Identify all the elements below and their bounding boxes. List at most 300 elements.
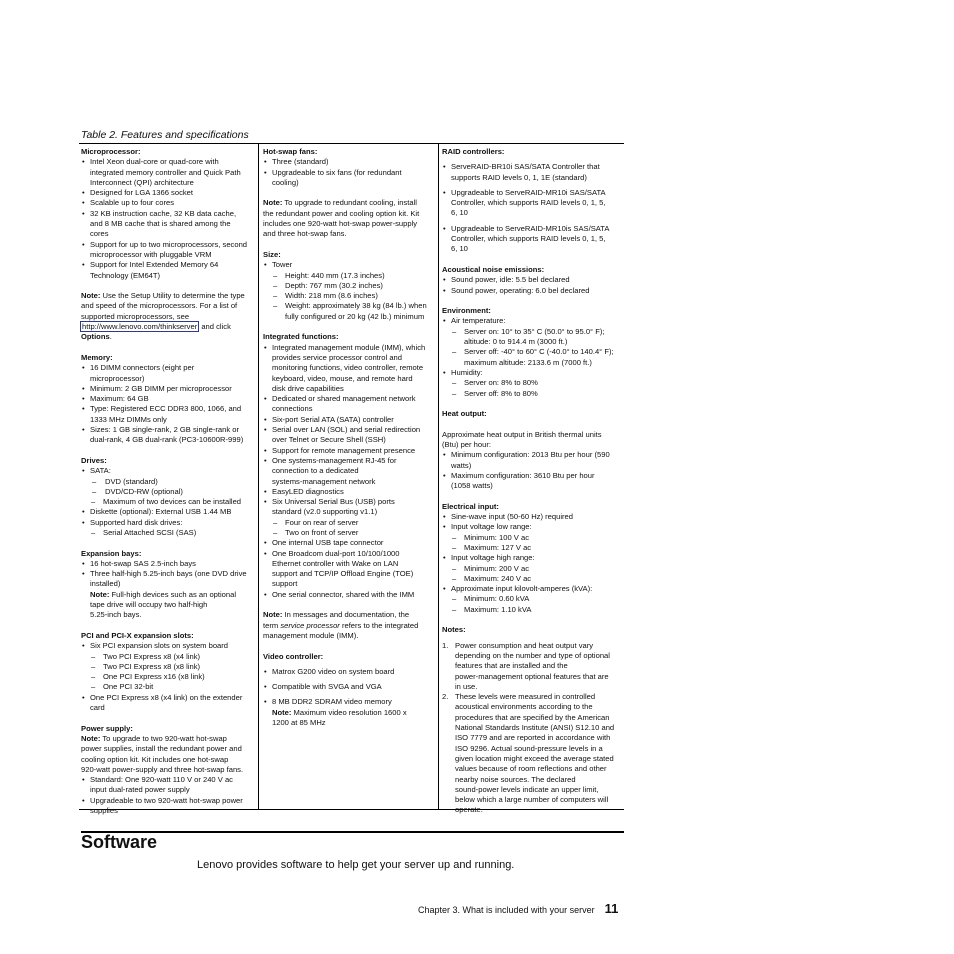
list-continuation (263, 569, 435, 579)
page-number: 11 (604, 901, 619, 916)
heading-text: Integrated functions: (263, 332, 339, 342)
text-run: management module (IMM). (263, 630, 359, 640)
list-item (263, 538, 435, 548)
numbered-note-continuation (442, 764, 621, 774)
note-number: 1. (442, 640, 449, 650)
sub-list-item-text: Minimum: 200 V ac (464, 563, 529, 573)
list-item-text: Air temperature: (451, 316, 506, 326)
paragraph-line (81, 744, 255, 754)
sub-list-item (442, 564, 621, 574)
list-continuation (81, 435, 255, 445)
sub-list-continuation (263, 312, 435, 322)
sub-list-item-text: Width: 218 mm (8.6 inches) (285, 291, 378, 301)
heading-text: Electrical input: (442, 501, 499, 511)
numbered-note (442, 641, 621, 651)
list-item (81, 209, 255, 219)
note-label: Note: (272, 707, 292, 717)
list-continuation (263, 384, 435, 394)
list-item-text: Diskette (optional): External USB 1.44 MB (90, 507, 232, 517)
list-continuation (81, 178, 255, 188)
section-heading (442, 625, 621, 635)
numbered-note-continuation (442, 775, 621, 785)
sub-list-item-text: Maximum: 127 V ac (464, 542, 532, 552)
list-item (442, 512, 621, 522)
spacer (263, 188, 435, 198)
text-run: and 8 MB cache that is shared among the (90, 219, 231, 229)
paragraph-line (263, 209, 435, 219)
heading-text: Options (81, 332, 110, 342)
list-item-text: Input voltage low range: (451, 522, 532, 532)
heading-text: Memory: (81, 352, 113, 362)
list-continuation (263, 363, 435, 373)
list-continuation (263, 466, 435, 476)
text-run: over Telnet or Secure Shell (SSH) (272, 435, 386, 445)
paragraph-line (442, 430, 621, 440)
list-item (263, 590, 435, 600)
list-item-text: ServeRAID-BR10i SAS/SATA Controller that (451, 162, 600, 172)
list-continuation (263, 507, 435, 517)
spacer (263, 240, 435, 250)
sub-list-item (81, 528, 255, 538)
sub-list-item-text: Two PCI Express x8 (x4 link) (103, 651, 201, 661)
list-item-text: Integrated management module (IMM), which (272, 342, 426, 352)
text-run: (1058 watts) (451, 481, 493, 491)
list-item-text: Six PCI expansion slots on system board (90, 641, 229, 651)
list-item (263, 415, 435, 425)
numbered-note-continuation (442, 795, 621, 805)
list-item-text: Six Universal Serial Bus (USB) ports (272, 497, 395, 507)
list-item (263, 487, 435, 497)
list-continuation (263, 404, 435, 414)
note-line (81, 590, 255, 600)
list-continuation (263, 353, 435, 363)
list-continuation (263, 374, 435, 384)
text-run: 5.25-inch bays. (90, 610, 142, 620)
list-item-text: EasyLED diagnostics (272, 486, 344, 496)
numbered-note-continuation (442, 702, 621, 712)
list-continuation (81, 219, 255, 229)
paragraph-line (81, 322, 255, 332)
sub-list-item (442, 574, 621, 584)
spacer (81, 538, 255, 548)
page-footer (418, 901, 618, 916)
list-item-text: One Broadcom dual-port 10/100/1000 (272, 548, 400, 558)
sub-list-item-text: DVD/CD-RW (optional) (105, 486, 183, 496)
text-run: 6, 10 (451, 244, 468, 254)
list-item (81, 775, 255, 785)
list-item (263, 682, 435, 692)
list-item-text: One internal USB tape connector (272, 538, 384, 548)
sub-list-item-text: Server on: 10° to 35° C (50.0° to 95.0° F); (464, 326, 605, 336)
numbered-note-continuation (442, 805, 621, 815)
numbered-note-continuation (442, 744, 621, 754)
list-item (263, 446, 435, 456)
text-run: refers to the integrated (339, 620, 419, 630)
list-item (442, 368, 621, 378)
text-run: support (272, 579, 298, 589)
text-run: Technology (EM64T) (90, 270, 161, 280)
list-item-text: Upgradeable to ServeRAID-MR10is SAS/SATA (451, 223, 610, 233)
list-continuation (81, 415, 255, 425)
section-body-text: Lenovo provides software to help get your server up and running. (197, 859, 515, 871)
spacer (442, 296, 621, 306)
text-run: given location might exceed the average stated (455, 753, 614, 763)
list-item-text: Input voltage high range: (451, 553, 535, 563)
list-item (263, 697, 435, 707)
paragraph-line (81, 765, 255, 775)
list-item-text: Maximum configuration: 3610 Btu per hour (451, 470, 595, 480)
list-continuation (442, 173, 621, 183)
list-item (442, 275, 621, 285)
paragraph-line (263, 631, 435, 641)
sub-list-continuation (442, 358, 621, 368)
list-item (81, 796, 255, 806)
sub-list-item-text: Server on: 8% to 80% (464, 378, 538, 388)
heading-text: Hot-swap fans: (263, 147, 318, 156)
list-item (81, 466, 255, 476)
spacer (81, 713, 255, 723)
text-run: the redundant power and cooling option kit. Kit (263, 208, 420, 218)
text-run: nearby noise sources. The declared (455, 774, 576, 784)
sub-list-item (81, 497, 255, 507)
text-run: Maximum video resolution 1600 x (291, 707, 407, 717)
list-item-text: Three (standard) (272, 157, 329, 167)
list-continuation (442, 461, 621, 471)
sub-list-item (442, 389, 621, 399)
text-run: watts) (451, 460, 472, 470)
sub-list-item-text: Maximum: 240 V ac (464, 573, 532, 583)
section-heading (81, 724, 255, 734)
text-run: below which a large number of computers will (455, 795, 609, 805)
list-item-text: One serial connector, shared with the IMM (272, 589, 415, 599)
sub-list-item (442, 347, 621, 357)
text-run: ISO 7779 and are reported in accordance with (455, 733, 611, 743)
section-heading (81, 456, 255, 466)
text-run: 6, 10 (451, 208, 468, 218)
sub-list-item (263, 518, 435, 528)
list-item-text: Minimum: 2 GB DIMM per microprocessor (90, 383, 232, 393)
list-item (81, 425, 255, 435)
text-run: Controller, which supports RAID levels 0, 1, 5, (451, 198, 606, 208)
text-run: connection to a dedicated (272, 466, 359, 476)
list-item (263, 667, 435, 677)
list-item (442, 188, 621, 198)
list-item (263, 425, 435, 435)
paragraph-line (263, 219, 435, 229)
note-number: 2. (442, 692, 449, 702)
section-heading (81, 631, 255, 641)
section-heading (442, 502, 621, 512)
list-item (81, 188, 255, 198)
text-run: disk drive capabilities (272, 383, 344, 393)
list-continuation (442, 198, 621, 208)
list-item-text: Upgradeable to ServeRAID-MR10i SAS/SATA (451, 187, 606, 197)
list-item (81, 693, 255, 703)
list-item-text: Sound power, idle: 5.5 bel declared (451, 275, 570, 285)
thinkserver-link[interactable]: http://www.lenovo.com/thinkserver (82, 322, 198, 332)
list-item (442, 316, 621, 326)
heading-text: Heat output: (442, 409, 487, 419)
list-item-text: 32 KB instruction cache, 32 KB data cache, (90, 208, 237, 218)
spacer (263, 600, 435, 610)
text-run: dual-rank, 4 GB dual-rank (PC3-10600R-999) (90, 435, 244, 445)
text-run: features that are installed and the (455, 661, 568, 671)
paragraph-line (81, 755, 255, 765)
text-run: acoustical environments according to the (455, 702, 593, 712)
sub-list-item-text: Four on rear of server (285, 517, 359, 527)
list-item-text: Serial over LAN (SOL) and serial redirection (272, 425, 421, 435)
sub-list-item-text: Minimum: 100 V ac (464, 532, 529, 542)
note-line (263, 708, 435, 718)
list-item (263, 497, 435, 507)
list-item (442, 522, 621, 532)
text-run: ISO 9296. Actual sound-pressure levels in a (455, 743, 603, 753)
table-column-3 (439, 144, 624, 815)
text-run: standard (v2.0 supporting v1.1) (272, 507, 378, 517)
heading-text: RAID controllers: (442, 147, 505, 156)
sub-list-item-text: DVD (standard) (105, 476, 158, 486)
spacer (442, 399, 621, 409)
text-run: To upgrade to two 920-watt hot-swap (100, 733, 227, 743)
features-specifications-table (79, 143, 624, 815)
sub-list-item-text: Server off: 8% to 80% (464, 388, 538, 398)
list-item (442, 584, 621, 594)
text-run: values because of room reflections and other (455, 764, 607, 774)
heading-text: Environment: (442, 306, 491, 316)
note-line (81, 291, 255, 301)
list-item-text: Type: Registered ECC DDR3 800, 1066, and (90, 404, 242, 414)
numbered-note-continuation (442, 723, 621, 733)
note-line (263, 610, 435, 620)
section-heading (81, 353, 255, 363)
list-continuation (442, 244, 621, 254)
text-run: power supplies, install the redundant power and (81, 744, 242, 754)
list-item (442, 162, 621, 172)
section-heading (81, 332, 255, 342)
sub-list-item-text: Weight: approximately 38 kg (84 lb.) when (285, 301, 427, 311)
list-item (263, 549, 435, 559)
list-item-text: Support for up to two microprocessors, second (90, 239, 248, 249)
text-run: altitude: 0 to 914.4 m (3000 ft.) (464, 337, 568, 347)
list-item (81, 198, 255, 208)
list-item-text: One systems-management RJ-45 for (272, 455, 397, 465)
list-item-text: Matrox G200 video on system board (272, 666, 395, 676)
text-run: power-management optional features that are (455, 671, 609, 681)
emphasis-term: service processor (280, 620, 340, 630)
list-continuation (263, 477, 435, 487)
text-run: maximum altitude: 2133.6 m (7000 ft.) (464, 357, 592, 367)
heading-text: Notes: (442, 625, 466, 635)
text-run: microprocessor) (90, 373, 145, 383)
text-run: Use the Setup Utility to determine the type (100, 291, 245, 301)
list-item (263, 456, 435, 466)
numbered-note-continuation (442, 785, 621, 795)
text-run: . (109, 332, 112, 342)
note-label: Note: (263, 610, 283, 620)
heading-text: Video controller: (263, 651, 324, 661)
numbered-note-continuation (442, 682, 621, 692)
text-run: To upgrade to redundant cooling, install (282, 198, 417, 208)
text-run: Controller, which supports RAID levels 0, 1, 5, (451, 234, 606, 244)
text-run: operate. (455, 805, 483, 815)
list-item-text: Upgradeable to two 920-watt hot-swap power (90, 795, 243, 805)
paragraph-line (263, 621, 435, 631)
spacer (442, 492, 621, 502)
list-item-text: Three half-high 5.25-inch bays (one DVD drive (90, 569, 247, 579)
text-run: Ethernet controller with Wake on LAN (272, 558, 399, 568)
list-item-text: Compatible with SVGA and VGA (272, 682, 382, 692)
text-run: These levels were measured in controlled (455, 692, 596, 702)
sub-list-item-text: One PCI 32-bit (103, 682, 154, 692)
list-item (263, 168, 435, 178)
text-run: tape drive will occupy two half-high (90, 600, 208, 610)
spacer (442, 255, 621, 265)
spacer (81, 343, 255, 353)
list-continuation (81, 271, 255, 281)
list-item (81, 641, 255, 651)
text-run: cooling option kit. Kit includes one hot-swap (81, 754, 229, 764)
list-item-text: Minimum configuration: 2013 Btu per hour (590 (451, 450, 610, 460)
text-run: Full-high devices such as an optional (109, 589, 237, 599)
sub-list-item (263, 528, 435, 538)
text-run: systems-management network (272, 476, 376, 486)
list-item-text: Dedicated or shared management network (272, 394, 416, 404)
text-run: procedures that are specified by the American (455, 712, 610, 722)
list-item-text: Designed for LGA 1366 socket (90, 188, 194, 198)
section-heading (442, 265, 621, 275)
sub-list-item (263, 281, 435, 291)
sub-list-item-text: Serial Attached SCSI (SAS) (103, 527, 197, 537)
sub-list-item-text: Height: 440 mm (17.3 inches) (285, 270, 385, 280)
list-item-text: Intel Xeon dual-core or quad-core with (90, 157, 219, 167)
list-item-text: Sine-wave input (50-60 Hz) required (451, 512, 573, 522)
section-heading (442, 306, 621, 316)
text-run: integrated memory controller and Quick Path (90, 167, 241, 177)
list-item (442, 286, 621, 296)
text-run: in use. (455, 681, 478, 691)
list-item (442, 224, 621, 234)
list-continuation (81, 600, 255, 610)
sub-list-item (81, 477, 255, 487)
list-item-text: Maximum: 64 GB (90, 394, 149, 404)
list-item (81, 559, 255, 569)
text-run: In messages and documentation, the (282, 610, 410, 620)
list-item-text: SATA: (90, 466, 111, 476)
list-item (263, 157, 435, 167)
text-run: microprocessor with pluggable VRM (90, 249, 212, 259)
text-run: support and TCP/IP Offload Engine (TOE) (272, 569, 414, 579)
sub-list-item (442, 533, 621, 543)
section-heading (263, 250, 435, 260)
heading-text: Power supply: (81, 723, 133, 733)
section-heading (442, 147, 621, 157)
note-line (263, 198, 435, 208)
sub-list-item (442, 543, 621, 553)
list-item (263, 260, 435, 270)
list-item (81, 569, 255, 579)
list-item (81, 507, 255, 517)
list-item (442, 471, 621, 481)
sub-list-item (263, 291, 435, 301)
heading-text: Microprocessor: (81, 147, 141, 156)
text-run: supported microprocessors, see (81, 311, 190, 321)
table-column-1 (79, 144, 259, 815)
note-line (81, 734, 255, 744)
spacer (263, 322, 435, 332)
paragraph-line (263, 229, 435, 239)
text-run: Interconnect (QPI) architecture (90, 177, 194, 187)
text-run: 1200 at 85 MHz (272, 718, 326, 728)
text-run: monitoring functions, video controller, remote (272, 363, 424, 373)
sub-list-item-text: Maximum: 1.10 kVA (464, 604, 532, 614)
table-caption: Table 2. Features and specifications (81, 129, 249, 141)
sub-list-item (442, 605, 621, 615)
sub-list-item-text: Two PCI Express x8 (x8 link) (103, 661, 201, 671)
text-run: cooling) (272, 177, 299, 187)
text-run: sound-power levels indicate an upper limit, (455, 784, 599, 794)
text-run: 920-watt power-supply and three hot-swap fans. (81, 764, 244, 774)
list-continuation (81, 703, 255, 713)
section-heading (81, 549, 255, 559)
list-item (81, 518, 255, 528)
list-item (442, 450, 621, 460)
list-continuation (442, 208, 621, 218)
heading-text: Drives: (81, 455, 107, 465)
sub-list-item (263, 301, 435, 311)
list-item-text: Support for remote management presence (272, 445, 416, 455)
list-continuation (263, 435, 435, 445)
paragraph-line (442, 440, 621, 450)
list-item-text: Upgradeable to six fans (for redundant (272, 167, 402, 177)
text-run: keyboard, video, mouse, and remote hard (272, 373, 413, 383)
list-continuation (442, 234, 621, 244)
list-item (81, 363, 255, 373)
note-label: Note: (81, 733, 101, 743)
sub-list-item-text: Maximum of two devices can be installed (103, 497, 242, 507)
sub-list-item (442, 378, 621, 388)
text-run: supports RAID levels 0, 1, 1E (standard) (451, 172, 587, 182)
text-run: (Btu) per hour: (442, 440, 491, 450)
sub-list-continuation (442, 337, 621, 347)
text-run: provides service processor control and (272, 352, 402, 362)
list-item (263, 343, 435, 353)
list-item (442, 553, 621, 563)
list-item-text: Sound power, operating: 6.0 bel declared (451, 285, 590, 295)
list-item (263, 394, 435, 404)
list-item (81, 260, 255, 270)
text-run: card (90, 703, 105, 713)
note-label: Note: (263, 198, 283, 208)
sub-list-item-text: Minimum: 0.60 kVA (464, 594, 530, 604)
list-continuation (442, 481, 621, 491)
list-item-text: Support for Intel Extended Memory 64 (90, 260, 219, 270)
numbered-note-continuation (442, 754, 621, 764)
text-run: Power consumption and heat output vary (455, 640, 594, 650)
section-heading (263, 652, 435, 662)
text-run: and three hot-swap fans. (263, 229, 347, 239)
section-heading (442, 409, 621, 419)
sub-list-item-text: Server off: -40° to 60° C (-40.0° to 140.4° F); (464, 347, 614, 357)
list-continuation (81, 168, 255, 178)
sub-list-item (81, 487, 255, 497)
list-item-text: Sizes: 1 GB single-rank, 2 GB single-rank or (90, 425, 239, 435)
text-run: depending on the number and type of optional (455, 650, 610, 660)
text-run: 1333 MHz DIMMs only (90, 414, 167, 424)
list-continuation (263, 178, 435, 188)
list-item-text: Supported hard disk drives: (90, 517, 183, 527)
numbered-note (442, 692, 621, 702)
list-item-text: 16 DIMM connectors (eight per (90, 363, 195, 373)
